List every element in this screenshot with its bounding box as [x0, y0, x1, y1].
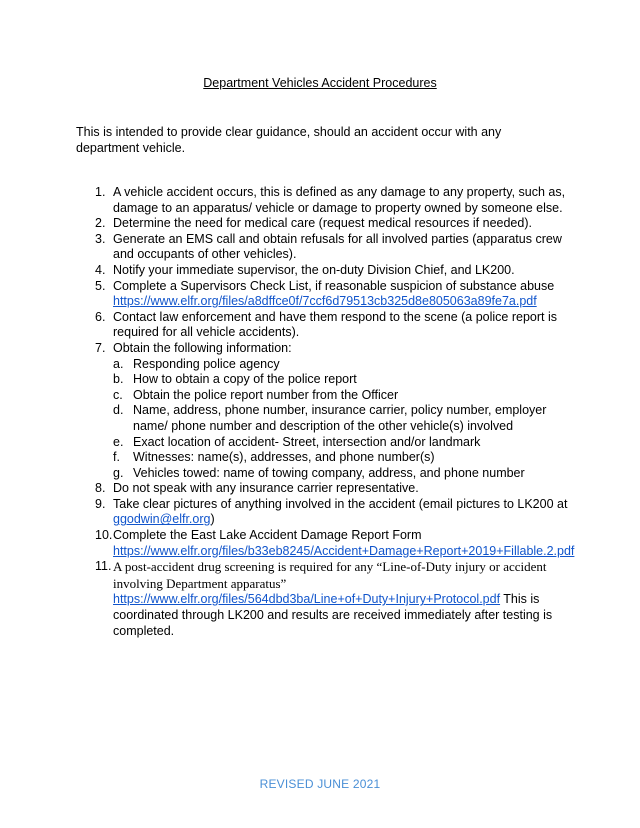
list-item — [76, 279, 576, 310]
item-number: 2. — [95, 216, 106, 231]
list-item — [76, 481, 576, 497]
sublist-item — [113, 372, 576, 388]
list-item — [76, 216, 576, 232]
item-number: 6. — [95, 309, 106, 324]
list-item — [76, 185, 576, 216]
sub-letter: e. — [113, 434, 124, 449]
revision-footer: REVISED JUNE 2021 — [259, 777, 381, 791]
item-text: A vehicle accident occurs, this is defined as any damage to any property, such as, damage to an apparatus/ vehicle or damage to property owned by someone else. — [113, 185, 566, 215]
item-number: 8. — [95, 481, 106, 496]
sub-text: How to obtain a copy of the police report — [133, 372, 357, 387]
list-item — [76, 341, 576, 481]
item-text: Determine the need for medical care (request medical resources if needed). — [113, 216, 532, 231]
item-text: Notify your immediate supervisor, the on-duty Division Chief, and LK200. — [113, 262, 515, 277]
item-number: 3. — [95, 231, 106, 246]
item-number: 10. — [95, 528, 113, 543]
sub-letter: c. — [113, 387, 123, 402]
intro-paragraph: This is intended to provide clear guidance, should an accident occur with any department vehicle. — [76, 125, 502, 155]
sublist-item — [113, 466, 576, 482]
item-text: Contact law enforcement and have them respond to the scene (a police report is required for all vehicle accidents). — [113, 309, 558, 340]
line-of-duty-protocol-link[interactable]: https://www.elfr.org/files/564dbd3ba/Line+of+Duty+Injury+Protocol.pdf — [113, 592, 501, 607]
sublist-item — [113, 450, 576, 466]
sublist-item — [113, 388, 576, 404]
item-number: 9. — [95, 496, 106, 511]
list-item — [76, 528, 576, 559]
page-title: Department Vehicles Accident Procedures — [203, 76, 437, 90]
item-number: 4. — [95, 262, 106, 277]
sublist-item — [113, 403, 576, 434]
information-sublist — [113, 357, 576, 482]
item-text: Take clear pictures of anything involved in the accident (email pictures to LK200 at — [113, 496, 568, 511]
sub-text: Obtain the police report number from the Officer — [133, 387, 399, 402]
item-number: 7. — [95, 340, 106, 355]
item-text: Complete a Supervisors Check List, if reasonable suspicion of substance abuse — [113, 278, 555, 293]
sub-text: Responding police agency — [133, 356, 280, 371]
item-text: A post-accident drug screening is required for any “Line-of-Duty injury or accident involving Department apparatus” — [113, 559, 547, 591]
item-number: 1. — [95, 185, 106, 199]
item-text: Generate an EMS call and obtain refusals for all involved parties (apparatus crew and occupants of other vehicles). — [113, 231, 562, 262]
list-item — [76, 310, 576, 341]
sub-letter: d. — [113, 403, 124, 418]
sub-letter: b. — [113, 372, 124, 387]
procedure-list — [76, 185, 576, 639]
sub-text: Name, address, phone number, insurance carrier, policy number, employer name/ phone number and description of the other vehicle(s) involved — [133, 403, 547, 433]
supervisors-checklist-link[interactable]: https://www.elfr.org/files/a8dffce0f/7ccf6d79513cb325d8e805063a89fe7a.pdf — [113, 294, 537, 309]
sublist-item — [113, 357, 576, 373]
item-text: Do not speak with any insurance carrier representative. — [113, 481, 419, 496]
damage-report-link[interactable]: https://www.elfr.org/files/b33eb8245/Accident+Damage+Report+2019+Fillable.2.pdf — [113, 543, 575, 558]
sub-letter: f. — [113, 450, 120, 465]
item-number: 11. — [95, 559, 112, 574]
list-item — [76, 232, 576, 263]
closing-paren: ) — [210, 512, 215, 527]
email-link[interactable]: ggodwin@elfr.org — [113, 512, 211, 527]
item-text-after: This is coordinated through LK200 and results are received immediately after testing is completed. — [113, 592, 553, 638]
item-number: 5. — [95, 278, 106, 293]
sublist-item — [113, 435, 576, 451]
sub-text: Exact location of accident- Street, intersection and/or landmark — [133, 434, 481, 449]
item-text: Obtain the following information: — [113, 340, 292, 355]
list-item — [76, 263, 576, 279]
list-item — [76, 497, 576, 528]
sub-letter: a. — [113, 356, 124, 371]
sub-letter: g. — [113, 465, 124, 480]
item-text: Complete the East Lake Accident Damage Report Form — [113, 528, 422, 543]
sub-text: Vehicles towed: name of towing company, address, and phone number — [133, 465, 525, 480]
sub-text: Witnesses: name(s), addresses, and phone number(s) — [133, 450, 435, 465]
list-item — [76, 559, 576, 639]
